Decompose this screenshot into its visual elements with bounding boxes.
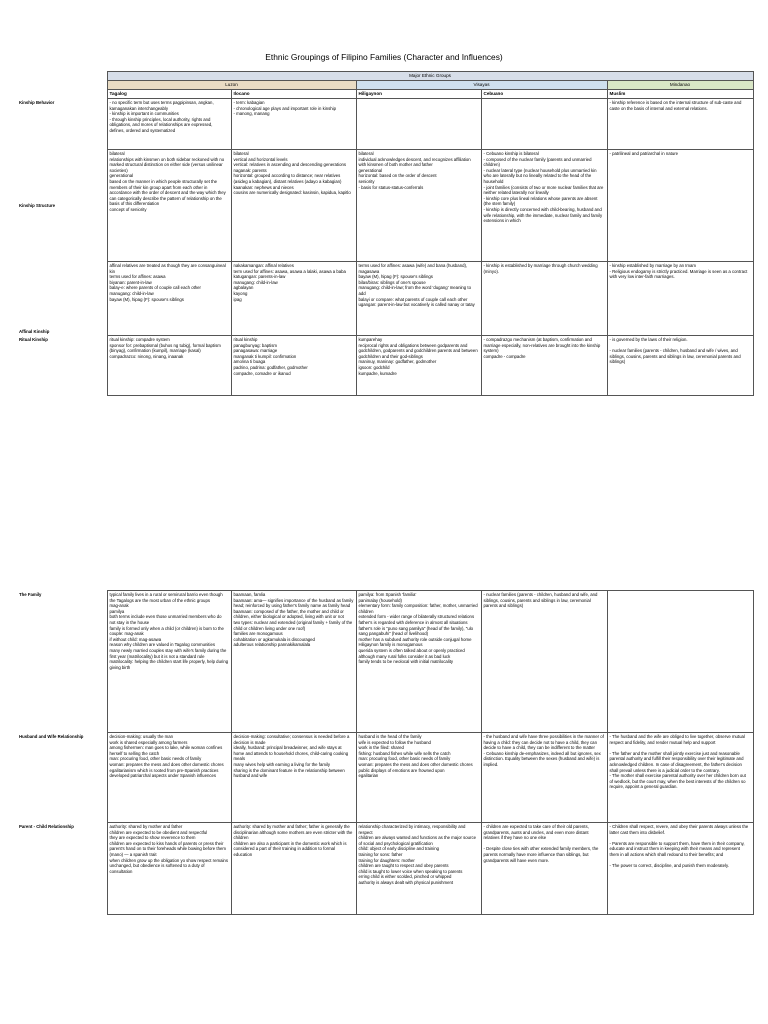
table-row xyxy=(17,733,753,823)
table-cell: bilateral individual acknowledges descent, and recognizes affiliation with kinsmen of both mother and father generational horizontal: based on the order of descent seniority - basis for status-status-conferrals xyxy=(356,150,481,262)
group-muslim: Muslim xyxy=(607,90,753,99)
table-cell: - the husband and wife have three possibilities in the manner of having a child: they can decide not to have a child, they can decide to have a child, they can be indifferent to the matter - Cebuano kinship de-emphasizes, indeed all but ignores, sex distinction. Equality between the sexes (husband and wife) is implied. xyxy=(481,733,607,823)
major-groups-header: Major Ethnic Groups xyxy=(107,72,753,81)
table-cell: - compadrazgo mechanism (at baptism, confirmation and marriage especially, non-relatives are brought into the kinship system) compadre - compadre xyxy=(481,336,607,396)
row-label: The Family xyxy=(17,591,107,733)
table-cell xyxy=(607,591,753,733)
row-label: Ritual Kinship xyxy=(17,336,107,396)
table-cell: - Children shall respect, revere, and obey their parents always unless the latter cast them into disbelief. - Parents are responsible to support them, have them in their company, educate and instruct them in keeping with their means and represent them in all actions which shall redound to their benefits; and - The power to correct, discipline, and punish them moderately. xyxy=(607,823,753,915)
table-cell: authority: shared by mother and father; father is generally the disciplinarian although some mothers are even stricter with the children children are also a participant in the domestic work which is considered a part of their training in addition to formal education xyxy=(231,823,356,915)
table-cell: nakakamangan: affinal relatives term used for affines: asawa, asawa a lalaki, asawa a baba katugangan: parents-in-law manugang: child-in-law agbalayan kayong ipag xyxy=(231,262,356,336)
table-cell: decision-making: usually the man work is shared especially among farmers among fishermen: man goes to lake, while woman confines herself to selling the catch man: procuring food, other basic needs of family woman: prepares the mess and does other domestic chores egalitarianism which is rooted from pre-Spanish practices developed patriarchal aspects under Spanish influences xyxy=(107,733,231,823)
table-row xyxy=(17,99,753,150)
table-cell: - children are expected to take care of their old parents, grandparents, aunts and uncles, and even more distant relatives if they have no one else - Despite close ties with other extended family members, the parents normally have more influence than siblings, but grandparents will have even more. xyxy=(481,823,607,915)
group-ilocano: Ilocano xyxy=(231,90,356,99)
family-table xyxy=(17,590,754,915)
table-cell: ritual kinship: compadre system sponsor for: prebaptismal (buhos ng tubig), formal baptism (binyag), confirmation (kumpil), marriage (kasal) compadrazco: ninong, ninang, inaanak xyxy=(107,336,231,396)
table-cell: - nuclear families (parents - children, husband and wife, and siblings, cousins, parents and siblings in law, ceremonial parents and siblings) xyxy=(481,591,607,733)
table-cell: typical family lives in a rural or semirural barrio even though the Tagalogs are the most urban of the ethnic groups mag-anak pamilya both terms include even those unmarried members who do not stay in the house family is formed only when a child (or children) is born to the couple: mag-anak if without child: mag-asawa reason why children are valued in Tagalog communities many newly married couples stay with wife's family during the first year (matrilocality) but it is not a standard rule matrilocality: helping the children start life properly, help during giving birth xyxy=(107,591,231,733)
table-cell: ritual kinship panagbunyag: baptism panagasawa: marriage manganak ti kumpil: confirmation amo/ina ti buaga padrino, padrina: godfather, godmother compadre, comadre or ikanud xyxy=(231,336,356,396)
table-cell: - kinship is established by marriage through church wedding (minyo). xyxy=(481,262,607,336)
table-cell: bilateral relationships with kinsmen on both sidebar reckoned with no marked structural distinction on either side (versus unilinear societies) generational based on the manner in which people structurally set the members of their kin group apart from each other in accordance with the order of descent and the way which they can categorically describe the pattern of relationship on the basis of this differentiation concept of seniority xyxy=(107,150,231,262)
region-mindanao: Mindanao xyxy=(607,81,753,90)
region-luzon: Luzon xyxy=(107,81,356,90)
table-row xyxy=(17,262,753,336)
table-row xyxy=(17,823,753,915)
row-label: Affinal Kinship xyxy=(17,262,107,336)
table-cell: relationship characterized by intimacy, responsibility and respect children are always wanted and functions as the major source of social and psychological gratification child: object of early discipline and training training for sons: father training for daughters: mother children are taught to respect and obey parents child is taught to lower voice when speaking to parents erring child is either scolded, pinched or whipped authority is always dealt with physical punishment xyxy=(356,823,481,915)
table-cell: - no specific term but uses terms pagpipinsan, angkan, kamaganakan interchangeably - kinship is important in communities - through kinship principles, local authority, rights and obligations, and mores of relationships are expressed, defines, ordered and systematized xyxy=(107,99,231,150)
header-blank-2 xyxy=(17,81,107,90)
kinship-table xyxy=(17,71,754,396)
table-cell: - term: kabagian - chronological age plays and important role in kinship - manong, manang xyxy=(231,99,356,150)
table-cell: - is governed by the laws of their religion. - nuclear families (parents - children, husband and wife / wives, and siblings, cousins, parents and siblings in law, ceremonial parents and siblings) xyxy=(607,336,753,396)
table-cell: decision-making: consultative; consensus is needed before a decision is made ideally, husband: principal breadwinner, and wife stays at home and attends to household chores, child-caring cooking meals many wives help with earning a living for the family sharing is the dominant feature in the relationship between husband and wife xyxy=(231,733,356,823)
header-blank-3 xyxy=(17,90,107,99)
table-cell: affinal relatives are treated as though they are consanguineal kin terms used for affines: asawa biyanan: parent-in-law balay-e: where parents of couple call each other manugang: child-in-law bayaw (M), hipag (F): spouse's siblings xyxy=(107,262,231,336)
table-cell xyxy=(356,99,481,150)
table-cell: bilateral vertical and horizontal levels vertical: relatives in ascending and descending generations naganak: parents horizontal: grouped according to distance; near relatives (asideg a kabagian), distant relatives (adayo a kabagian) kaanakan: nephews and nieces cousins are numerically designated: kasinsin, kapidua, kapitlo xyxy=(231,150,356,262)
row-label: Kinship Structure xyxy=(17,150,107,262)
row-label: Kinship Behavior xyxy=(17,99,107,150)
table-cell: authority: shared by mother and father children are expected to be obedient and respectful they are expected to show reverence to them children are expected to kiss hands of parents or press their parent's hand on to their foreheads while bowing before them (mano) — a spanish trait when children grow up the obligation yo show respect remains unchanged, but obedience is softened to a duty of consultation xyxy=(107,823,231,915)
table-cell: terms used for affines: asawa (wife) and bana (husband), magasawa bayaw (M), hipag (F): spouse's siblings bilas/biras: siblings of one's spouse manugang: child-in-law; from the word 'dugang' meaning to add balayi or compare: what parents of couple call each other ugangan: parent-in-law but vocatively is called nanay or tatay xyxy=(356,262,481,336)
table-cell: - patrilineal and patriarchal in nature xyxy=(607,150,753,262)
page-title: Ethnic Groupings of Filipino Families (Character and Influences) xyxy=(265,52,503,62)
table-cell xyxy=(481,99,607,150)
table-cell: - kinship established by marriage by an Imam - Religious endogamy is strictly practiced. Marriage is seen as a contract with very low inter-faith marriages. xyxy=(607,262,753,336)
row-label: Husband and Wife Relationship xyxy=(17,733,107,823)
header-blank xyxy=(17,72,107,81)
table-cell: kumparehay reciprocal rights and obligations between godparents and godchildren, godparents and godchildren parents and between godchildren and their god-siblings maninuy, maninay: godfather, godmother igsoon: godchild kumpadre, kumadre xyxy=(356,336,481,396)
region-visayas: Visayas xyxy=(356,81,607,90)
table-row xyxy=(17,591,753,733)
group-tagalog: Tagalog xyxy=(107,90,231,99)
table-cell: - kinship reference is based on the internal structure of sub-caste and caste on the basis of internal and external relations. xyxy=(607,99,753,150)
row-label: Parent - Child Relationship xyxy=(17,823,107,915)
table-cell: - The husband and the wife are obliged to live together, observe mutual respect and fidelity, and render mutual help and support - The father and the mother shall jointly exercise just and reasonable parental authority and fulfill their responsibility over their legitimate and acknowledged children. In case of disagreement, the father's decision shall prevail unless there is a judicial order to the contrary. - The mother shall exercise parental authority over her children born out of wedlock, but the court may, when the best interests of the children so require, appoint a general guardian. xyxy=(607,733,753,823)
table-row xyxy=(17,336,753,396)
table-row xyxy=(17,150,753,262)
table-cell: - Cebuano kinship is bilateral - composed of the nuclear family (parents and unmarried children) - nuclear lateral type (nuclear household plus unmarried kin who are laterally but no lineally related to the head of the household - joint families (consists of two or more nuclear families that are neither related laterally nor lineally - kinship core plus lineal relations whose parents are absent (the stem family) - kinship is directly concerned with child-bearing, husband and wife relationship, with the immediate, nuclear family and family extensions in which xyxy=(481,150,607,262)
group-cebuano: Cebuano xyxy=(481,90,607,99)
group-hiligaynon: Hiligaynon xyxy=(356,90,481,99)
table-cell: pamilya: from Spanish 'familia' panimalay (household) elementary form: family composition: father, mother, unmarried children extended form - wider range of bilaterally structured relations father's is regarded with deference in almost all situations father's role is "puno sang pamilya" (head of the family), "ulo sang pangabuhi" (head of livelihood) mother has a subdued authority role outside conjugal home Hiligaynon family is monogamous querida system is often talked about or openly practiced although many rural folks consider it as bad luck family tends to be neolocal with initial matrilocality xyxy=(356,591,481,733)
table-cell: husband is the head of the family wife is expected to follow the husband work in the filed: shared fishing: husband fishes while wife sells the catch man: procuring food, other basic needs of family woman: prepares the mess and does other domestic chores public displays of emotions are frowned upon egalitarian xyxy=(356,733,481,823)
table-cell: baamaan, famlia baamaan: ama— signifies importance of the husband as family head; reinforced by using father's family name as family head baamaan: composed of the father, the mother and child or children, either biological or adopted, living with unit or not two types: nuclear and extended (original family + family of the child or children living under one roof) families are monogamous cohabitation or agkamukala is discouraged adulterous relationship pannakikamalala xyxy=(231,591,356,733)
